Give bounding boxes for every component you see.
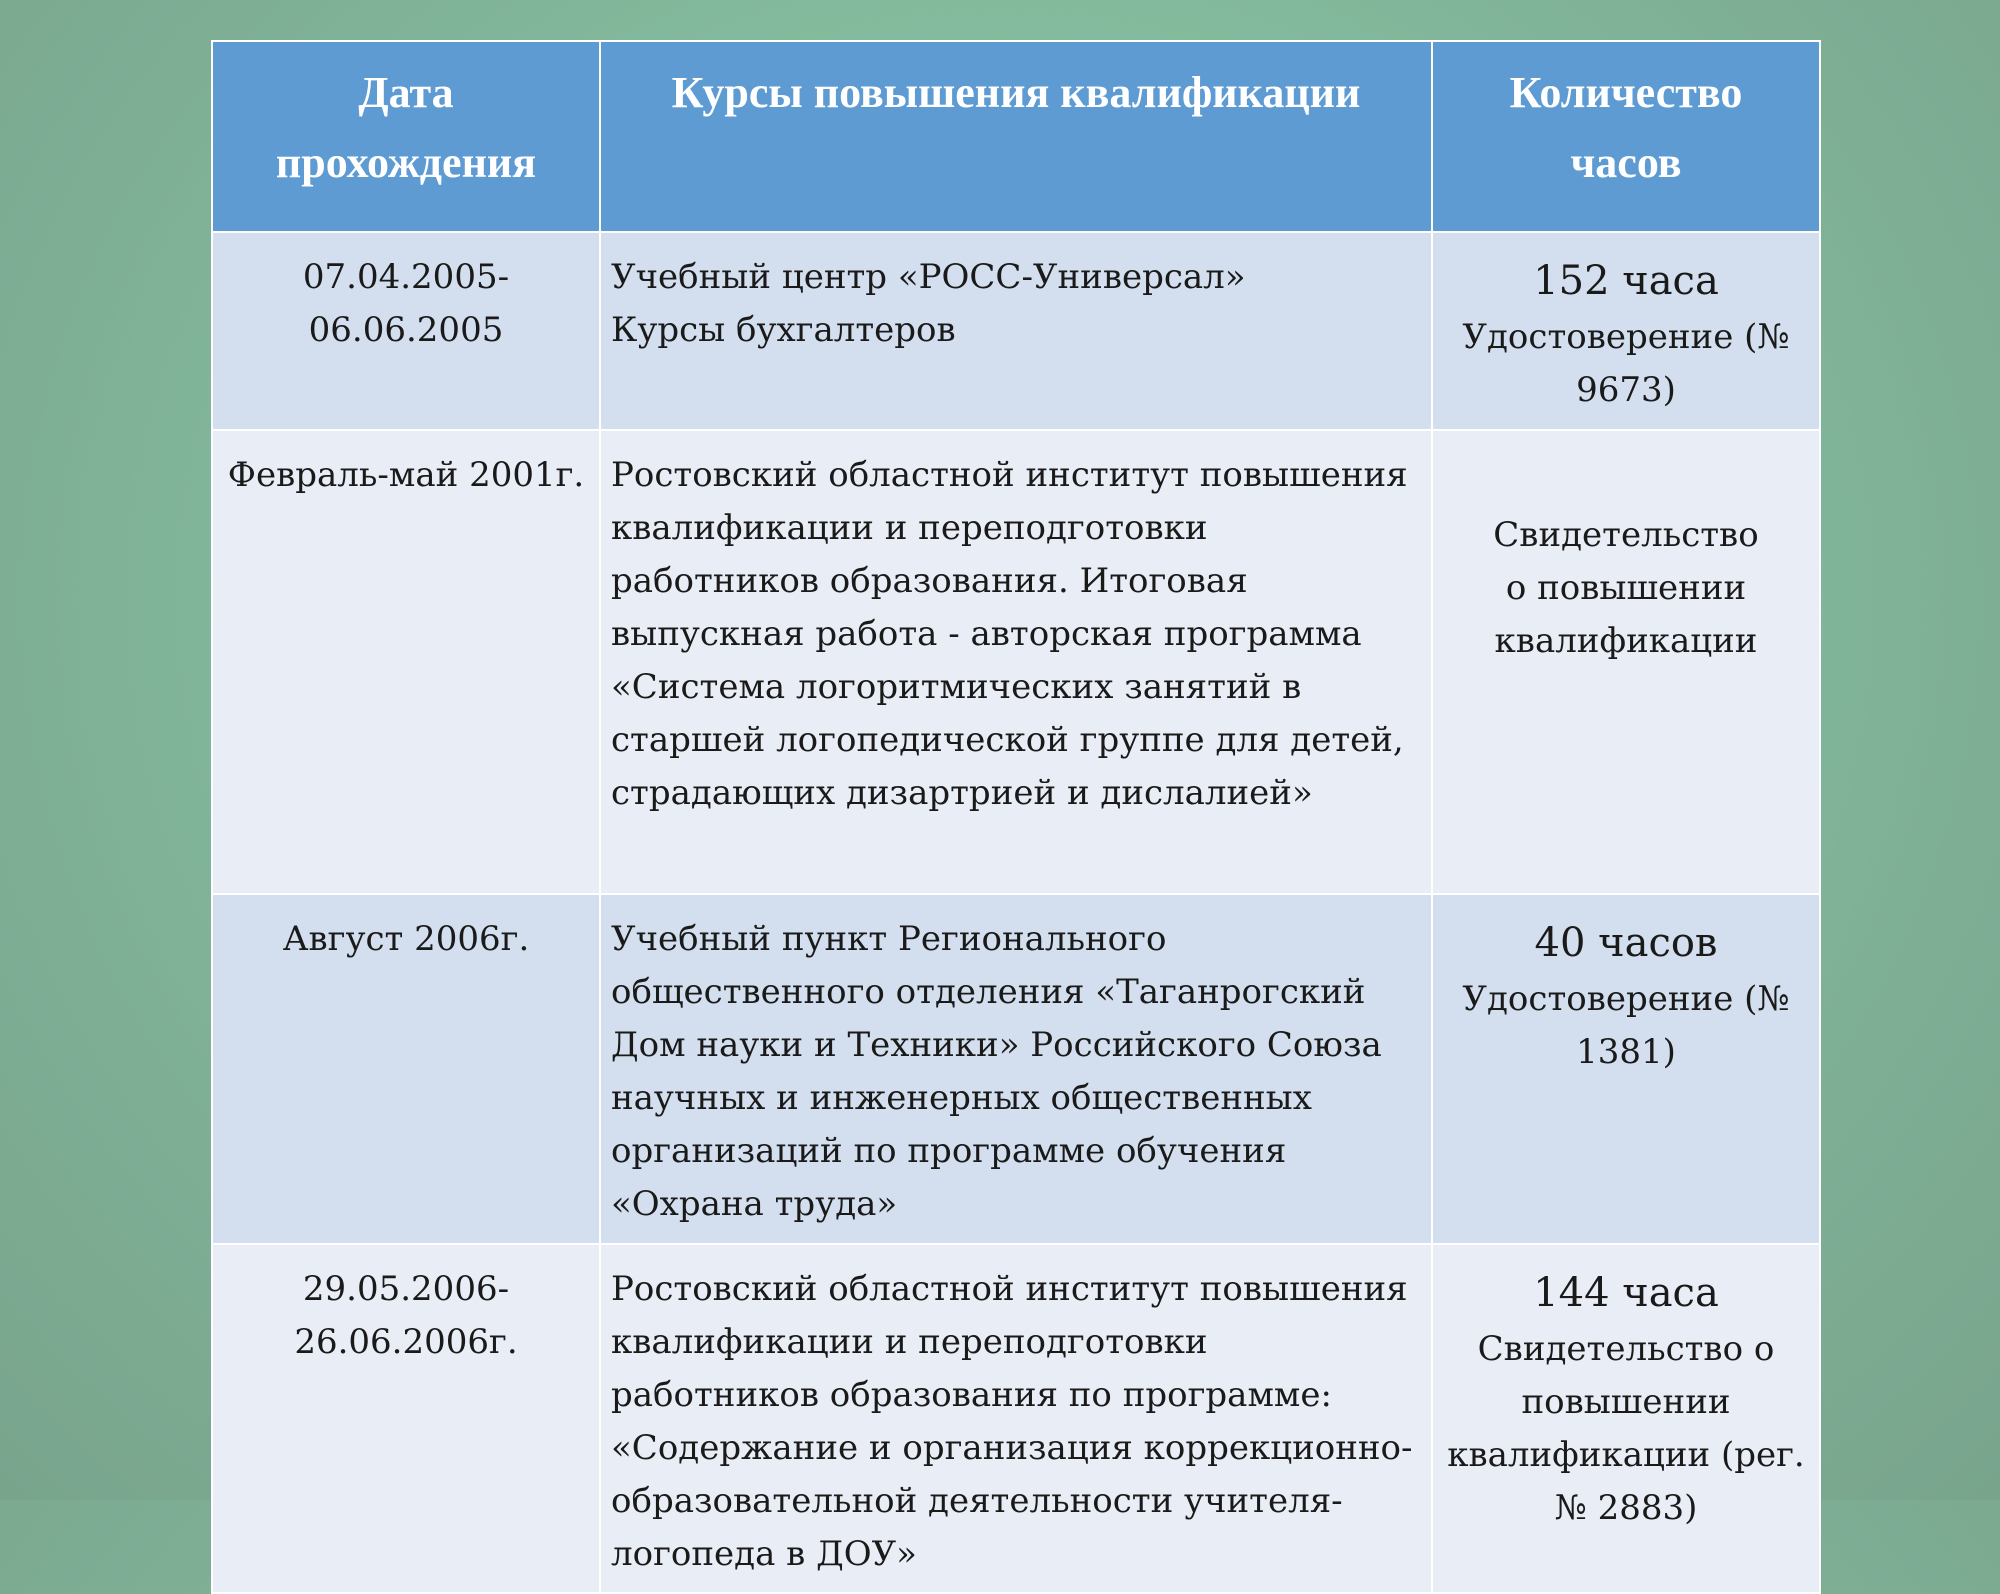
course-value: Учебный пункт Регионального общественного отделения «Таганрогский Дом науки и Техники» Российского Союза научных и инженерных общественных организаций по программе обучения «Охрана труда» [611, 919, 1382, 1224]
hours-cell [1432, 430, 1820, 894]
course-cell [600, 430, 1432, 894]
header-course-label: Курсы повышения квалификации [671, 68, 1361, 117]
hours-value: 144 часа [1533, 1270, 1719, 1316]
table-row [212, 430, 1820, 894]
certificate-value: Свидетельство о повышении квалификации (рег. № 2883) [1447, 1329, 1805, 1528]
date-cell [212, 430, 600, 894]
course-cell [600, 232, 1432, 430]
table-row [212, 232, 1820, 430]
certificate-value: Свидетельство о повышении квалификации [1493, 515, 1759, 661]
course-cell [600, 1244, 1432, 1593]
table-row [212, 1244, 1820, 1593]
hours-value: 40 часов [1534, 920, 1718, 966]
date-value: 29.05.2006- 26.06.2006г. [294, 1269, 518, 1362]
header-hours-label: Количество часов [1509, 68, 1743, 187]
certificate-value: Удостоверение (№ 9673) [1462, 317, 1790, 410]
hours-cell [1432, 1244, 1820, 1593]
course-value: Ростовский областной институт повышения квалификации и переподготовки работников образования. Итоговая выпускная работа - авторская программа «Система логоритмических занятий в старшей логопедической группе для детей, страдающих дизартрией и дислалией» [611, 455, 1408, 813]
date-cell [212, 894, 600, 1244]
course-value: Учебный центр «РОСС-Универсал» Курсы бухгалтеров [611, 257, 1246, 350]
date-value: 07.04.2005-06.06.2005 [302, 257, 510, 350]
header-date-label: Дата прохождения [275, 68, 537, 187]
date-value: Февраль-май 2001г. [227, 455, 585, 495]
header-date [212, 41, 600, 232]
date-value: Август 2006г. [282, 919, 530, 959]
course-cell [600, 894, 1432, 1244]
header-course [600, 41, 1432, 232]
hours-cell [1432, 894, 1820, 1244]
date-cell [212, 232, 600, 430]
table-row [212, 894, 1820, 1244]
hours-cell [1432, 232, 1820, 430]
certificate-value: Удостоверение (№ 1381) [1462, 979, 1790, 1072]
course-value: Ростовский областной институт повышения квалификации и переподготовки работников образования по программе: «Содержание и организация коррекционно- образовательной деятельности учителя- логопеда в ДОУ» [611, 1269, 1413, 1574]
table-header-row [212, 41, 1820, 232]
date-cell [212, 1244, 600, 1593]
qualification-courses-table [211, 40, 1821, 1594]
header-hours [1432, 41, 1820, 232]
hours-value: 152 часа [1533, 258, 1719, 304]
